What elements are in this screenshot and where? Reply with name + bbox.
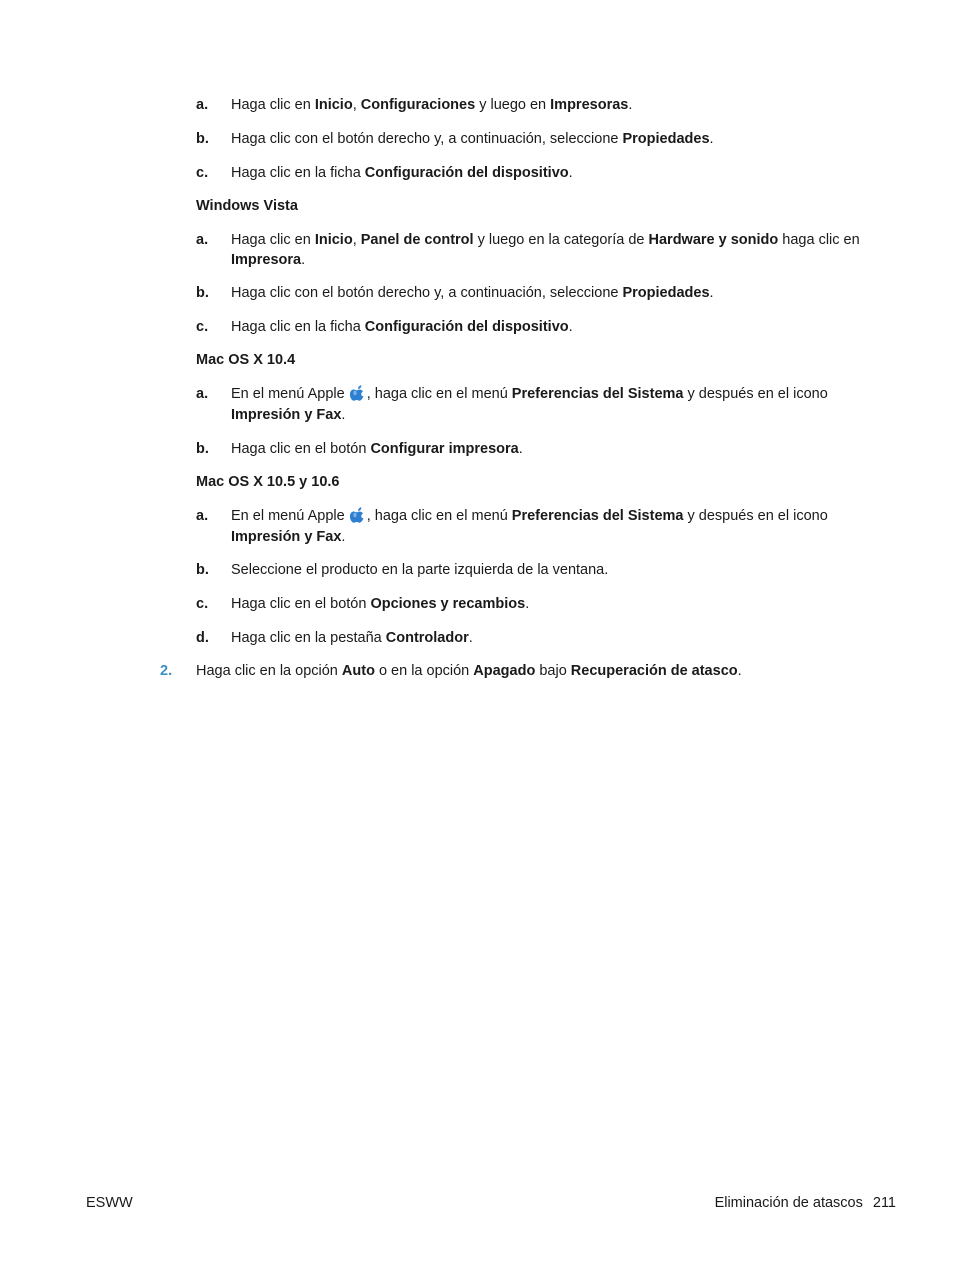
step-text: Haga clic en la pestaña Controlador. [231, 630, 473, 646]
step-vista-c [196, 317, 876, 337]
apple-icon [350, 506, 366, 523]
footer-section-title: Eliminación de atascos [714, 1195, 863, 1211]
step-text: Haga clic en la ficha Configuración del dispositivo. [231, 319, 573, 335]
step-text: Haga clic con el botón derecho y, a continuación, seleccione Propiedades. [231, 131, 714, 147]
apple-icon [350, 384, 366, 401]
step-mac104-b [196, 439, 876, 459]
footer-right [715, 1193, 896, 1213]
step-letter: b. [196, 285, 209, 301]
step-letter: c. [196, 319, 209, 335]
step-vista-b [196, 283, 876, 303]
step-text: Haga clic en el botón Configurar impresora. [231, 441, 523, 457]
step-letter: b. [196, 441, 209, 457]
step-number: 2. [160, 663, 173, 679]
step-letter: a. [196, 386, 209, 402]
step-letter: c. [196, 165, 209, 181]
step-vista-a [196, 230, 876, 270]
step-2 [160, 661, 880, 681]
step-letter: a. [196, 97, 209, 113]
step-letter: b. [196, 131, 209, 147]
step-text: En el menú Apple , haga clic en el menú Preferencias del Sistema y después en el icono Impresión y Fax. [231, 386, 828, 423]
page-number: 211 [872, 1195, 896, 1211]
step-text: Haga clic con el botón derecho y, a continuación, seleccione Propiedades. [231, 285, 714, 301]
step-letter: a. [196, 508, 209, 524]
step-text: Haga clic en Inicio, Panel de control y luego en la categoría de Hardware y sonido haga clic en Impresora. [231, 232, 860, 268]
step-letter: c. [196, 596, 209, 612]
step-text: Seleccione el producto en la parte izquierda de la ventana. [231, 562, 609, 578]
heading-mac-105-106: Mac OS X 10.5 y 10.6 [196, 474, 340, 490]
step-text: En el menú Apple , haga clic en el menú Preferencias del Sistema y después en el icono Impresión y Fax. [231, 508, 828, 545]
step-text: Haga clic en la opción Auto o en la opción Apagado bajo Recuperación de atasco. [196, 663, 742, 679]
step-win-c [196, 163, 876, 183]
footer-left-label: ESWW [86, 1195, 133, 1211]
step-mac105-a [196, 506, 876, 548]
step-letter: a. [196, 232, 209, 248]
step-letter: b. [196, 562, 209, 578]
step-mac105-d [196, 628, 876, 648]
step-text: Haga clic en el botón Opciones y recambios. [231, 596, 530, 612]
step-mac105-b [196, 560, 876, 580]
heading-mac-104: Mac OS X 10.4 [196, 352, 296, 368]
heading-windows-vista: Windows Vista [196, 198, 298, 214]
step-mac105-c [196, 594, 876, 614]
step-letter: d. [196, 630, 209, 646]
step-text: Haga clic en Inicio, Configuraciones y luego en Impresoras. [231, 97, 633, 113]
step-text: Haga clic en la ficha Configuración del dispositivo. [231, 165, 573, 181]
step-win-b [196, 129, 876, 149]
step-win-a [196, 95, 876, 115]
step-mac104-a [196, 384, 876, 426]
